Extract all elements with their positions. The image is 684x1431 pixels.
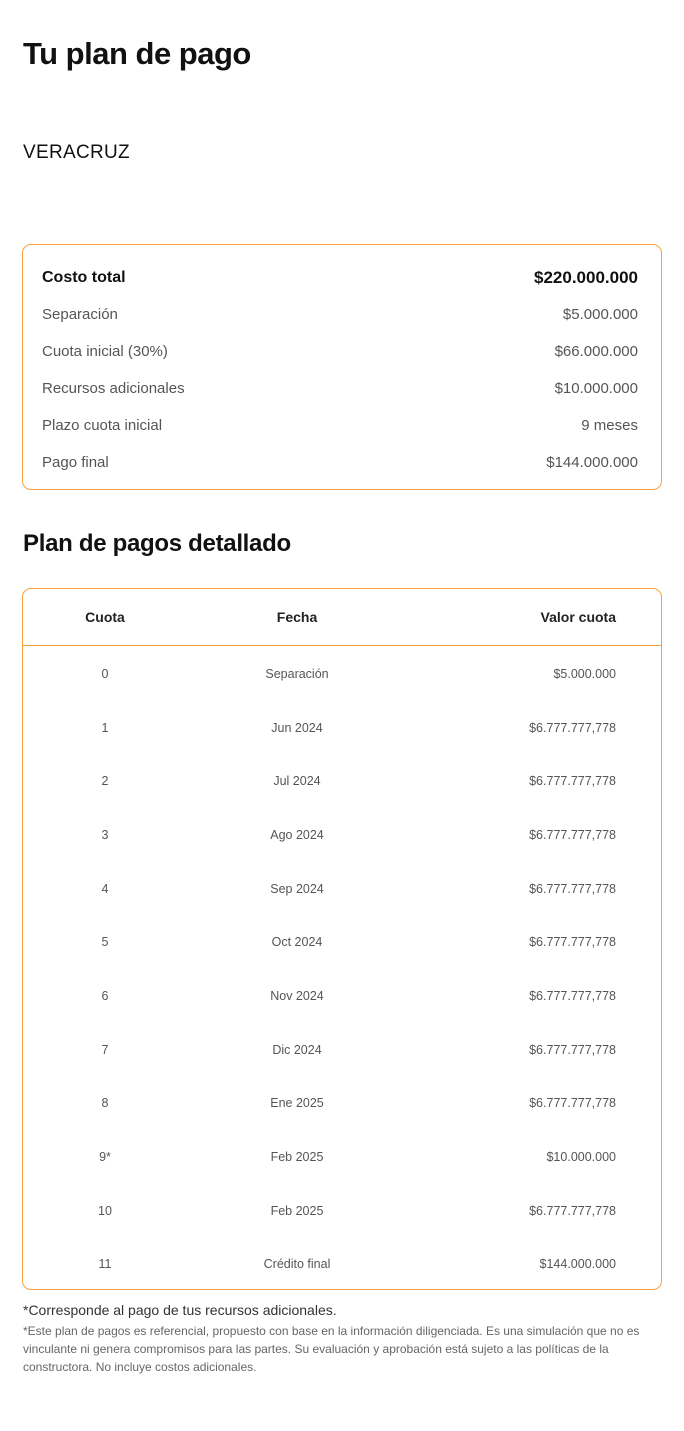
summary-row-separacion xyxy=(42,296,638,333)
summary-label: Separación xyxy=(42,306,118,323)
cell-fecha: Crédito final xyxy=(263,1257,331,1272)
cell-fecha: Dic 2024 xyxy=(272,1042,322,1057)
summary-value: 9 meses xyxy=(581,417,638,434)
cell-fecha: Feb 2025 xyxy=(270,1203,324,1218)
cell-valor: $6.777.777,778 xyxy=(529,774,616,789)
cell-valor: $6.777.777,778 xyxy=(529,1096,616,1111)
cell-valor: $5.000.000 xyxy=(553,666,616,681)
footnote-additional: *Corresponde al pago de tus recursos adicionales. xyxy=(23,1302,337,1318)
cell-valor: $6.777.777,778 xyxy=(529,935,616,950)
cell-cuota: 8 xyxy=(101,1096,109,1111)
table-row xyxy=(23,1130,661,1184)
summary-label: Costo total xyxy=(42,268,126,286)
cell-valor: $6.777.777,778 xyxy=(529,827,616,842)
column-header-cuota: Cuota xyxy=(85,609,125,625)
cell-cuota: 4 xyxy=(101,881,109,896)
cell-fecha: Jul 2024 xyxy=(273,774,321,789)
cell-cuota: 9* xyxy=(99,1150,111,1165)
payment-schedule-table xyxy=(22,588,662,1290)
cell-cuota: 11 xyxy=(98,1257,112,1272)
summary-label: Cuota inicial (30%) xyxy=(42,343,168,360)
column-header-valor: Valor cuota xyxy=(540,609,616,625)
cell-fecha: Feb 2025 xyxy=(270,1150,324,1165)
cell-fecha: Nov 2024 xyxy=(270,988,324,1003)
table-row xyxy=(23,808,661,862)
payment-summary-card xyxy=(22,244,662,490)
summary-label: Plazo cuota inicial xyxy=(42,417,163,434)
footnote-disclaimer: *Este plan de pagos es referencial, propuesto con base en la información diligenciada. Es una simulación que no es vinculante ni genera compromisos para las partes. Su evaluación y aprobación está sujeto a las políticas de la constructora. No incluye costos adicionales. xyxy=(23,1324,640,1374)
table-row xyxy=(23,701,661,755)
summary-value: $5.000.000 xyxy=(562,306,638,323)
table-row xyxy=(23,1023,661,1077)
project-name: VERACRUZ xyxy=(23,142,130,163)
cell-cuota: 1 xyxy=(101,720,109,735)
cell-cuota: 5 xyxy=(101,935,109,950)
summary-row-recursos-adicionales xyxy=(42,370,638,407)
cell-fecha: Ene 2025 xyxy=(270,1096,324,1111)
table-row xyxy=(23,754,661,808)
cell-valor: $6.777.777,778 xyxy=(529,1042,616,1057)
summary-value: $10.000.000 xyxy=(554,380,638,397)
cell-cuota: 2 xyxy=(101,774,109,789)
summary-value: $144.000.000 xyxy=(546,454,638,471)
cell-valor: $6.777.777,778 xyxy=(529,881,616,896)
cell-fecha: Jun 2024 xyxy=(271,720,323,735)
cell-fecha: Separación xyxy=(265,666,329,681)
table-row xyxy=(23,1077,661,1131)
cell-valor: $144.000.000 xyxy=(539,1257,616,1272)
table-row xyxy=(23,647,661,701)
cell-fecha: Sep 2024 xyxy=(270,881,324,896)
table-row xyxy=(23,969,661,1023)
summary-row-pago-final xyxy=(42,444,638,481)
column-header-fecha: Fecha xyxy=(276,609,318,625)
cell-cuota: 3 xyxy=(101,827,109,842)
cell-valor: $6.777.777,778 xyxy=(529,1203,616,1218)
table-row xyxy=(23,915,661,969)
cell-cuota: 6 xyxy=(101,988,109,1003)
summary-value: $66.000.000 xyxy=(554,343,638,360)
cell-valor: $6.777.777,778 xyxy=(529,720,616,735)
cell-valor: $6.777.777,778 xyxy=(529,988,616,1003)
table-row xyxy=(23,1238,661,1290)
cell-fecha: Ago 2024 xyxy=(270,827,324,842)
cell-cuota: 0 xyxy=(101,666,109,681)
cell-valor: $10.000.000 xyxy=(546,1150,616,1165)
table-row xyxy=(23,1184,661,1238)
table-header xyxy=(23,589,661,646)
table-body xyxy=(23,646,661,1290)
summary-label: Pago final xyxy=(42,454,109,471)
schedule-title: Plan de pagos detallado xyxy=(23,530,291,557)
summary-label: Recursos adicionales xyxy=(42,380,185,397)
cell-cuota: 7 xyxy=(101,1042,109,1057)
cell-cuota: 10 xyxy=(98,1203,112,1218)
cell-fecha: Oct 2024 xyxy=(271,935,323,950)
summary-row-cuota-inicial xyxy=(42,333,638,370)
summary-row-costo-total xyxy=(42,259,638,296)
table-row xyxy=(23,862,661,916)
page-title: Tu plan de pago xyxy=(23,36,251,71)
summary-row-plazo xyxy=(42,407,638,444)
summary-value: $220.000.000 xyxy=(534,267,638,287)
